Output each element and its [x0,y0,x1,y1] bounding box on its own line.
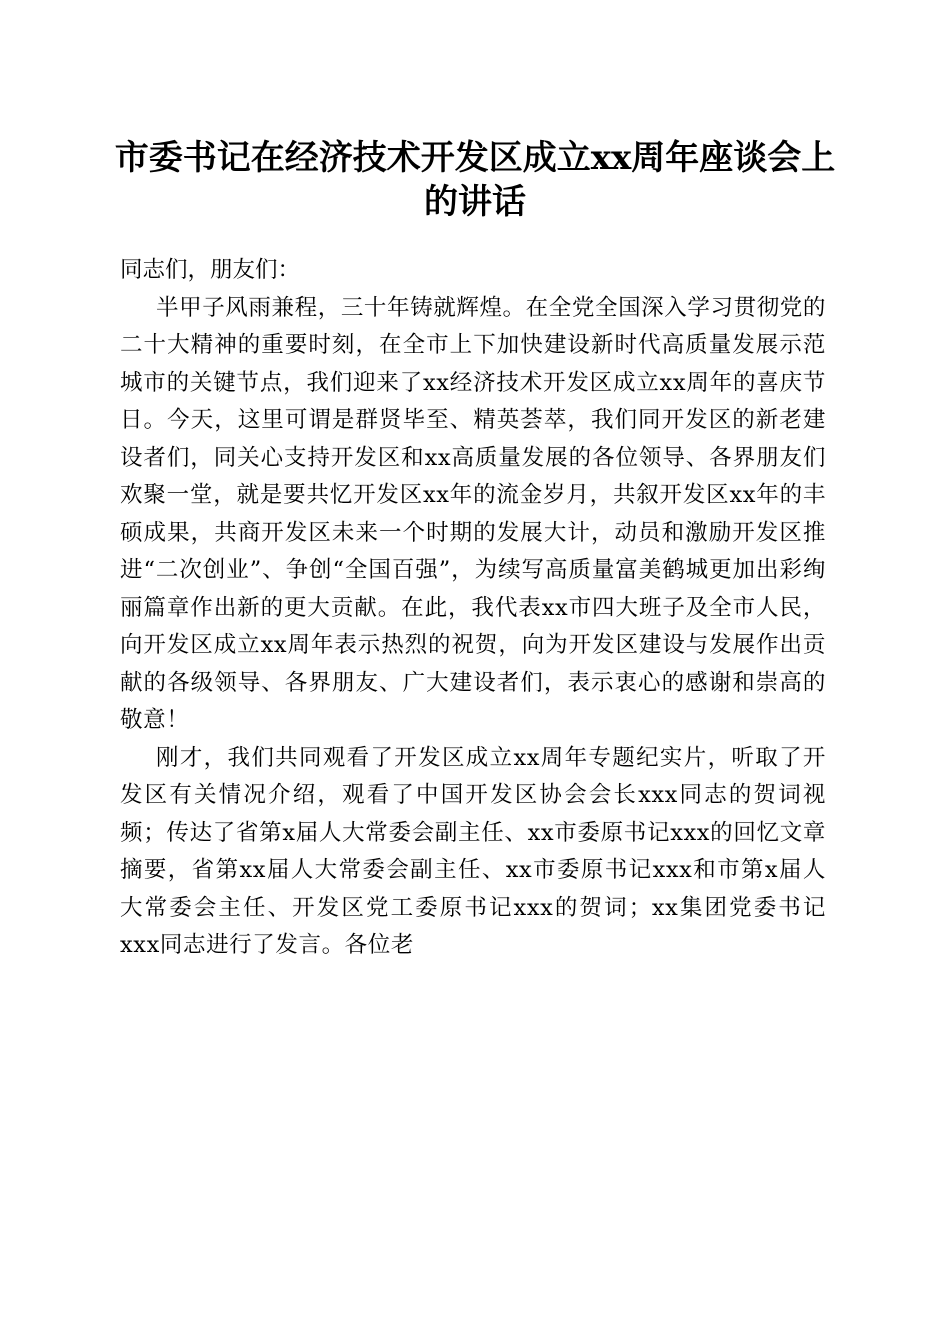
document-title: 市委书记在经济技术开发区成立xx周年座谈会上的讲话 [114,138,836,222]
salutation: 同志们，朋友们： [120,257,301,283]
paragraph-2: 刚才，我们共同观看了开发区成立xx周年专题纪实片，听取了开发区有关情况介绍，观看了中国开发区协会会长xxx同志的贺词视频；传达了省第x届人大常委会副主任、xx市委原书记xxx的回忆文章摘要，省第xx届人大常委会副主任、xx市委原书记xxx和市第x届人大常委会主任、开发区党工委原书记xxx的贺词；xx集团党委书记xxx同志进行了发言。各位老 [120,744,826,958]
document-body [120,252,826,965]
paragraph-1: 半甲子风雨兼程，三十年铸就辉煌。在全党全国深入学习贯彻党的二十大精神的重要时刻，在全市上下加快建设新时代高质量发展示范城市的关键节点，我们迎来了xx经济技术开发区成立xx周年的喜庆节日。今天，这里可谓是群贤毕至、精英荟萃，我们同开发区的新老建设者们，同关心支持开发区和xx高质量发展的各位领导、各界朋友们欢聚一堂，就是要共忆开发区xx年的流金岁月，共叙开发区xx年的丰硕成果，共商开发区未来一个时期的发展大计，动员和激励开发区推进“二次创业”、争创“全国百强”，为续写高质量富美鹤城更加出彩绚丽篇章作出新的更大贡献。在此，我代表xx市四大班子及全市人民，向开发区成立xx周年表示热烈的祝贺，向为开发区建设与发展作出贡献的各级领导、各界朋友、广大建设者们，表示衷心的感谢和崇高的敬意！ [120,294,826,733]
